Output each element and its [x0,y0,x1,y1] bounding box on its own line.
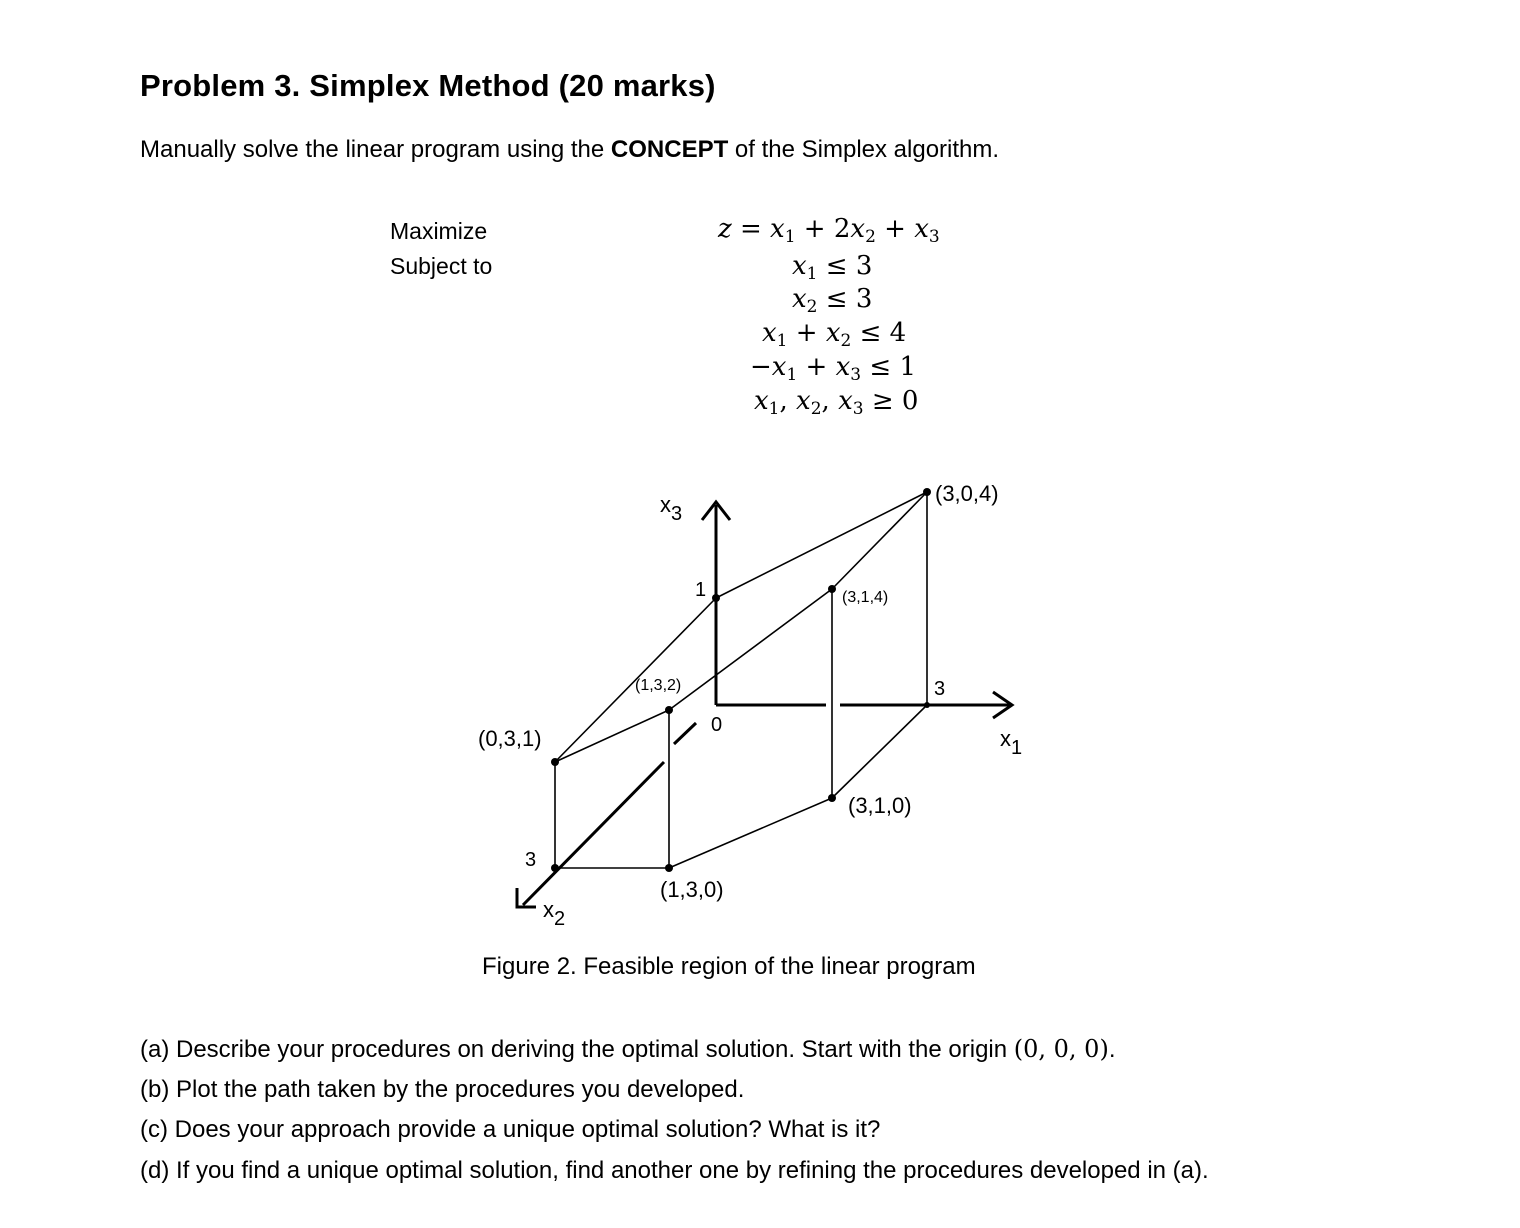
edge-310-300 [832,705,927,798]
edge-130-310 [669,798,832,868]
question-d: (d) If you find a unique optimal solution, find another one by refining the procedures developed in (a). [140,1156,1209,1184]
vertex-310 [828,794,836,802]
constraint-1: $x_1 \le 3$ [792,251,873,284]
tick-origin: 0 [711,714,723,736]
x2-label: x2 [543,897,566,930]
vertex-030 [551,864,559,872]
label-132: (1,3,2) [635,677,682,694]
x1-label: x1 [1000,726,1023,759]
problem-title: Problem 3. Simplex Method (20 marks) [140,68,716,103]
vertex-304 [923,488,931,496]
tick-labels [525,579,945,871]
problem-intro [140,136,999,164]
x2-axis-segment-a [674,723,696,744]
vertex-001 [712,594,720,602]
label-304: (3,0,4) [935,481,999,506]
question-a-text: (a) Describe your procedures on deriving the optimal solution. Start with the origin [140,1036,1014,1063]
edge-001-304 [716,492,927,598]
question-a [140,1032,1209,1073]
question-b: (b) Plot the path taken by the procedures you developed. [140,1075,745,1103]
question-a-origin: (0, 0, 0) [1013,1035,1109,1063]
label-310: (3,1,0) [848,793,912,818]
label-130: (1,3,0) [660,877,724,902]
subject-to-label: Subject to [390,253,493,279]
feasible-region-diagram [460,470,1080,950]
label-314: (3,1,4) [842,589,889,606]
vertex-031 [551,758,559,766]
x2-arrowhead [517,888,536,907]
question-list [140,1032,1209,1194]
vertex-300 [924,702,930,708]
tick-x2: 3 [525,849,537,871]
constraint-3: $x_1 + x_2 \le 4$ [762,318,907,351]
intro-text-before: Manually solve the linear program using the [140,136,611,163]
edge-314-304 [832,492,927,589]
axis-labels [543,492,1022,930]
x2-axis-segment-b [523,762,664,905]
vertex-132 [665,706,673,714]
tick-x3: 1 [695,579,707,601]
x3-label: x3 [660,492,683,525]
label-031: (0,3,1) [478,726,542,751]
vertex-130 [665,864,673,872]
vertex-314 [828,585,836,593]
objective-function: $z = x_1 + 2x_2 + x_3$ [718,214,940,247]
edge-031-132 [555,710,669,762]
intro-emphasis: CONCEPT [610,136,729,163]
figure-caption: Figure 2. Feasible region of the linear program [482,953,976,980]
edge-132-314 [669,589,832,710]
question-c: (c) Does your approach provide a unique optimal solution? What is it? [140,1116,881,1143]
constraint-2: $x_2 \le 3$ [792,284,873,317]
tick-x1: 3 [934,678,946,700]
question-a-tail: . [1108,1036,1116,1063]
axes [517,502,1012,907]
constraint-nonneg: $x_1$, $x_2$, $x_3 \ge 0$ [754,386,919,419]
maximize-label: Maximize [390,218,488,244]
intro-text-after: of the Simplex algorithm. [728,136,1000,163]
feasible-region-figure [460,470,1080,950]
constraint-4: $-x_1 + x_3 \le 1$ [750,352,916,385]
